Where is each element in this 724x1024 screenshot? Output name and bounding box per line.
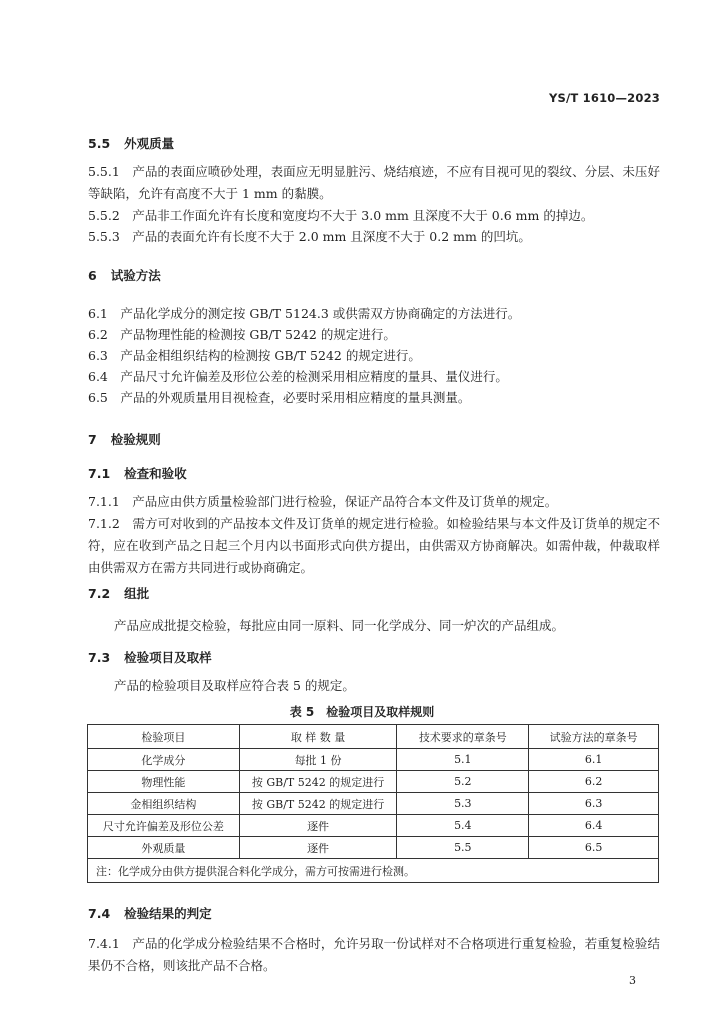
para-7-1-2: 7.1.2 需方可对收到的产品按本文件及订货单的规定进行检验。如检验结果与本文件及订货单的规定不符，应在收到产品之日起三个月内以书面形式向供方提出，由供需双方协商解决。如需仲裁，仲裁取样由供需双方在需方共同进行或协商确定。 (88, 516, 660, 575)
table-row (88, 749, 659, 771)
section-7-1-heading (88, 464, 187, 482)
section-number: 5.5 (88, 136, 111, 151)
section-6-heading (88, 266, 161, 284)
table-cell: 外观质量 (88, 837, 240, 859)
table-cell: 5.1 (397, 749, 529, 771)
section-7-4-heading (88, 904, 212, 922)
table-cell: 6.2 (529, 771, 659, 793)
table-header-cell: 技术要求的章条号 (397, 725, 529, 749)
para-7-3: 产品的检验项目及取样应符合表 5 的规定。 (114, 678, 355, 693)
section-number: 7.3 (88, 650, 111, 665)
page-number: 3 (629, 974, 636, 987)
table-header-cell: 试验方法的章条号 (529, 725, 659, 749)
table-cell: 5.2 (397, 771, 529, 793)
table-cell: 逐件 (239, 837, 397, 859)
para-5-5-2: 5.5.2 产品非工作面允许有长度和宽度均不大于 3.0 mm 且深度不大于 0.6 mm 的掉边。 (88, 208, 594, 223)
table-header-cell: 取 样 数 量 (239, 725, 397, 749)
section-title: 检验结果的判定 (124, 906, 212, 921)
table-5-caption: 表 5 检验项目及取样规则 (289, 705, 435, 719)
para-6-4: 6.4 产品尺寸允许偏差及形位公差的检测采用相应精度的量具、量仪进行。 (88, 369, 508, 384)
section-title: 检验规则 (110, 432, 161, 447)
table-cell: 6.4 (529, 815, 659, 837)
table-cell: 按 GB/T 5242 的规定进行 (239, 793, 397, 815)
section-7-3-heading (88, 648, 212, 666)
section-5-5-heading (88, 134, 174, 152)
para-5-5-1: 5.5.1 产品的表面应喷砂处理，表面应无明显脏污、烧结痕迹，不应有目视可见的裂纹、分层、未压好等缺陷，允许有高度不大于 1 mm 的黏膜。 (88, 164, 660, 201)
table-row (88, 837, 659, 859)
para-5-5-3: 5.5.3 产品的表面允许有长度不大于 2.0 mm 且深度不大于 0.2 mm 的凹坑。 (88, 229, 531, 244)
para-6-2: 6.2 产品物理性能的检测按 GB/T 5242 的规定进行。 (88, 327, 396, 342)
table-cell: 6.3 (529, 793, 659, 815)
table-cell: 化学成分 (88, 749, 240, 771)
table-cell: 5.5 (397, 837, 529, 859)
standard-code: YS/T 1610—2023 (549, 91, 660, 105)
table-cell: 按 GB/T 5242 的规定进行 (239, 771, 397, 793)
section-title: 组批 (124, 586, 150, 601)
table-cell: 逐件 (239, 815, 397, 837)
section-number: 7.2 (88, 586, 111, 601)
section-title: 检查和验收 (124, 466, 187, 481)
section-number: 7.4 (88, 906, 111, 921)
section-number: 6 (88, 268, 97, 283)
table-note-row (88, 859, 659, 883)
para-6-1: 6.1 产品化学成分的测定按 GB/T 5124.3 或供需双方协商确定的方法进行。 (88, 306, 521, 321)
section-title: 检验项目及取样 (124, 650, 212, 665)
para-7-4-1: 7.4.1 产品的化学成分检验结果不合格时，允许另取一份试样对不合格项进行重复检验，若重复检验结果仍不合格，则该批产品不合格。 (88, 936, 660, 973)
section-number: 7.1 (88, 466, 111, 481)
table-cell: 尺寸允许偏差及形位公差 (88, 815, 240, 837)
table-header-cell: 检验项目 (88, 725, 240, 749)
section-title: 试验方法 (110, 268, 161, 283)
table-cell: 5.3 (397, 793, 529, 815)
section-title: 外观质量 (124, 136, 175, 151)
table-row (88, 793, 659, 815)
section-7-2-heading (88, 584, 149, 602)
para-7-1-1: 7.1.1 产品应由供方质量检验部门进行检验，保证产品符合本文件及订货单的规定。 (88, 494, 558, 509)
table-note: 注：化学成分由供方提供混合料化学成分，需方可按需进行检测。 (88, 859, 659, 883)
table-row (88, 771, 659, 793)
table-5 (87, 724, 659, 883)
para-7-2: 产品应成批提交检验，每批应由同一原料、同一化学成分、同一炉次的产品组成。 (114, 618, 565, 633)
table-cell: 5.4 (397, 815, 529, 837)
section-7-heading (88, 430, 161, 448)
table-cell: 6.5 (529, 837, 659, 859)
para-6-3: 6.3 产品金相组织结构的检测按 GB/T 5242 的规定进行。 (88, 348, 421, 363)
section-number: 7 (88, 432, 97, 447)
table-cell: 6.1 (529, 749, 659, 771)
table-cell: 金相组织结构 (88, 793, 240, 815)
table-cell: 物理性能 (88, 771, 240, 793)
table-header-row (88, 725, 659, 749)
table-cell: 每批 1 份 (239, 749, 397, 771)
para-6-5: 6.5 产品的外观质量用目视检查，必要时采用相应精度的量具测量。 (88, 390, 471, 405)
table-row (88, 815, 659, 837)
